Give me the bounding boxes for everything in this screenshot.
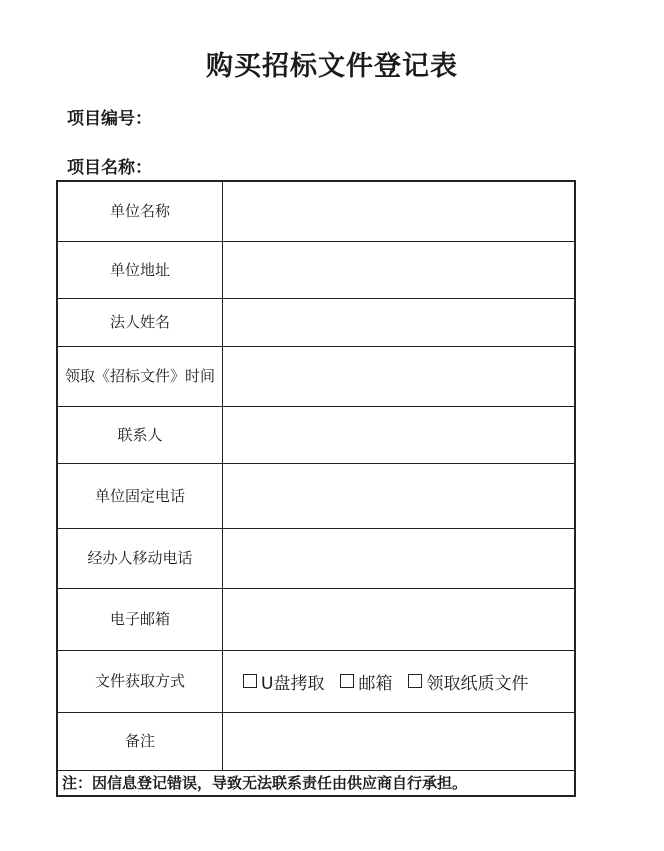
option-paper-label: 领取纸质文件: [426, 673, 529, 694]
table-row: [57, 588, 575, 650]
document-title: 购买招标文件登记表: [206, 51, 458, 82]
row-label-company-address: 单位地址: [57, 241, 223, 298]
company-address-field[interactable]: [223, 241, 576, 298]
option-paper[interactable]: [408, 669, 528, 694]
row-label-legal-rep: 法人姓名: [57, 298, 223, 346]
table-row: [57, 528, 575, 588]
remarks-field[interactable]: [223, 712, 576, 770]
table-row: [57, 650, 575, 712]
table-row: [57, 463, 575, 528]
option-email[interactable]: [340, 669, 392, 694]
checkbox-icon[interactable]: [243, 674, 257, 688]
table-row: [57, 712, 575, 770]
company-name-field[interactable]: [223, 181, 576, 241]
row-label-contact: 联系人: [57, 406, 223, 463]
row-label-email: 电子邮箱: [57, 588, 223, 650]
row-label-method: 文件获取方式: [57, 650, 223, 712]
table-row: [57, 406, 575, 463]
option-email-label: 邮箱: [358, 673, 393, 694]
legal-rep-field[interactable]: [223, 298, 576, 346]
row-label-mobile: 经办人移动电话: [57, 528, 223, 588]
contact-field[interactable]: [223, 406, 576, 463]
table-row: [57, 298, 575, 346]
project-number-label: 项目编号：: [67, 109, 152, 129]
landline-field[interactable]: [223, 463, 576, 528]
table-row: [57, 346, 575, 406]
row-label-company-name: 单位名称: [57, 181, 223, 241]
table-row: [57, 241, 575, 298]
method-options: [223, 650, 576, 712]
table-row: [57, 181, 575, 241]
row-label-collect-time: 领取《招标文件》时间: [57, 346, 223, 406]
collect-time-field[interactable]: [223, 346, 576, 406]
checkbox-icon[interactable]: [340, 674, 354, 688]
row-label-landline: 单位固定电话: [57, 463, 223, 528]
table-row: [57, 770, 575, 796]
registration-table: [56, 180, 576, 797]
email-field[interactable]: [223, 588, 576, 650]
checkbox-icon[interactable]: [408, 674, 422, 688]
option-usb[interactable]: [243, 669, 324, 694]
row-label-remarks: 备注: [57, 712, 223, 770]
note-text: 注：因信息登记错误，导致无法联系责任由供应商自行承担。: [57, 770, 575, 796]
option-usb-label: U盘拷取: [261, 673, 325, 694]
mobile-field[interactable]: [223, 528, 576, 588]
project-name-label: 项目名称：: [67, 158, 152, 178]
